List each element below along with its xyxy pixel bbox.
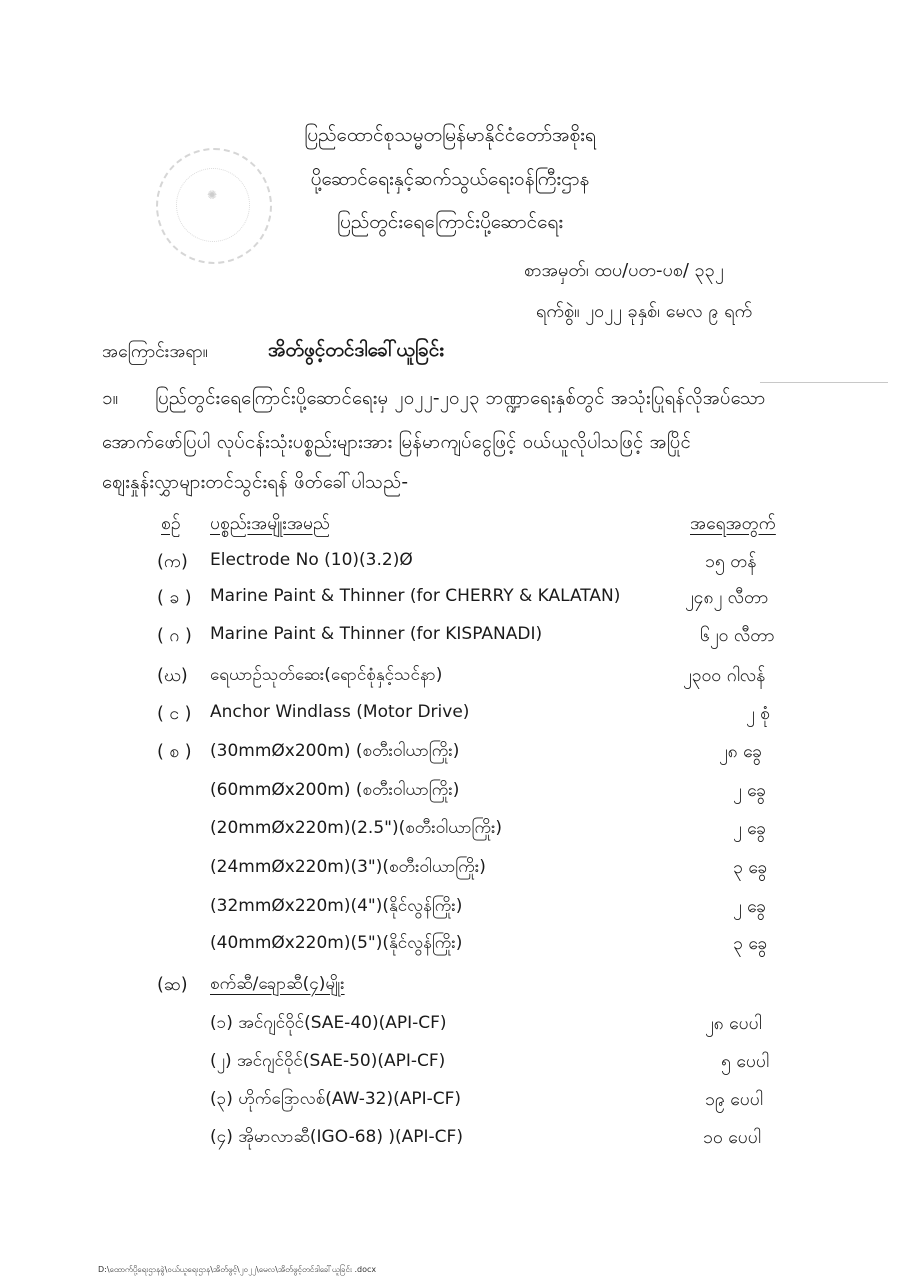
row-item-name: (၁) အင်ဂျင်ဝိုင်(SAE-40)(API-CF) [210,1013,447,1033]
divider-line [760,382,888,383]
paragraph-line-2: အောက်ဖော်ပြပါ လုပ်ငန်းသုံးပစ္စည်းများအား မြန်မာကျပ်ငွေဖြင့် ဝယ်ယူလိုပါသဖြင့် အပြိုင် [102,432,691,453]
row-item-name: (40mmØx220m)(5")(နိုင်လွန်ကြိုး) [210,933,463,953]
reference-date: ရက်စွဲ။ ၂၀၂၂ ခုနှစ်၊ မေလ ၉ ရက် [536,301,753,322]
row-item-name: (24mmØx220m)(3")(စတီးဝါယာကြိုး) [210,857,486,877]
row-item-name: ရေယာဉ်သုတ်ဆေး(ရောင်စုံနှင့်သင်နာ) [210,665,443,685]
row-item-name: Marine Paint & Thinner (for KISPANADI) [210,624,543,644]
row-mark: (က) [157,552,188,572]
column-header-number: စဉ် [161,514,181,534]
column-header-item: ပစ္စည်းအမျိုးအမည် [210,514,330,534]
row-mark: (ဆ) [157,975,188,995]
row-quantity: ၂၈ ခွေ [719,742,762,762]
row-mark: ( ခ ) [157,588,192,608]
row-mark: (ဃ) [157,666,188,686]
row-mark: ( င ) [157,704,192,724]
row-quantity: ၁၅ တန် [705,552,757,572]
row-quantity: ၂၃၀၀ ဂါလန် [683,666,766,686]
row-quantity: ၁၀ ပေပါ [703,1128,761,1148]
row-quantity: ၃ ခွေ [733,858,768,878]
row-quantity: ၂ ခွေ [733,897,766,917]
row-quantity: ၅ ပေပါ [721,1052,769,1072]
row-quantity: ၆၂၀ လီတာ [700,626,775,646]
row-quantity: ၂၄၈၂ လီတာ [685,588,769,608]
reference-number: စာအမှတ်၊ ထပ/ပတ-ပစ/ ၃၃၂ [524,260,724,281]
row-quantity: ၁၉ ပေပါ [705,1090,763,1110]
row-item-name: (၃) ဟိုက်ဒြောလစ်(AW-32)(API-CF) [210,1089,462,1109]
paragraph-number: ၁။ [102,388,119,409]
row-item-group-heading: စက်ဆီ/ချောဆီ(၄)မျိုး [210,974,345,994]
paragraph-line-1: ပြည်တွင်းရေကြောင်းပို့ဆောင်ရေးမှ ၂၀၂၂-၂၀၂၃ ဘဏ္ဍာရေးနှစ်တွင် အသုံးပြုရန်လိုအပ်သော [155,388,766,409]
row-item-name: (၄) အိုမာလာဆီ(IGO-68) )(API-CF) [210,1127,463,1147]
row-quantity: ၂ ခွေ [733,781,766,801]
row-item-name: Marine Paint & Thinner (for CHERRY & KALATAN) [210,586,621,606]
subject-title: အိတ်ဖွင့်တင်ဒါခေါ်ယူခြင်း [268,339,445,361]
row-item-name: (30mmØx200m) (စတီးဝါယာကြိုး) [210,741,460,761]
official-seal [156,148,272,264]
row-item-name: (20mmØx220m)(2.5")(စတီးဝါယာကြိုး) [210,818,503,838]
seal-emblem-icon: ✺ [206,188,218,202]
row-item-name: (၂) အင်ဂျင်ဝိုင်(SAE-50)(API-CF) [210,1051,446,1071]
header-ministry: ပို့ဆောင်ရေးနှင့်ဆက်သွယ်ရေးဝန်ကြီးဌာန [310,168,590,190]
paragraph-line-3: ဈေးနှုန်းလွှာများတင်သွင်းရန် ဖိတ်ခေါ်ပါသည်- [102,472,409,493]
footer-file-path: D:\ထောက်ပို့ရေးဌာနခွဲ\ဝယ်ယူရေးဌာန\အိတ်ဖွင့်\၂၀၂၂\မေလ\အိတ်ဖွင့်တင်ဒါခေါ်ယူခြင်း .docx [98,1265,377,1274]
row-item-name: Electrode No (10)(3.2)Ø [210,550,413,570]
subject-label: အကြောင်းအရာ။ [102,342,208,362]
row-item-name: (60mmØx200m) (စတီးဝါယာကြိုး) [210,780,460,800]
header-government: ပြည်ထောင်စုသမ္မတမြန်မာနိုင်ငံတော်အစိုးရ [304,124,596,146]
row-mark: ( စ ) [157,742,192,762]
row-quantity: ၂၈ ပေပါ [705,1014,762,1034]
row-quantity: ၂ ခွေ [733,819,766,839]
row-item-name: Anchor Windlass (Motor Drive) [210,702,470,722]
row-mark: ( ဂ ) [157,626,192,646]
row-item-name: (32mmØx220m)(4")(နိုင်လွန်ကြိုး) [210,896,463,916]
row-quantity: ၃ ခွေ [733,934,768,954]
column-header-quantity: အရေအတွက် [690,514,776,534]
header-department: ပြည်တွင်းရေကြောင်းပို့ဆောင်ရေး [336,211,564,233]
row-quantity: ၂ စုံ [746,704,771,724]
